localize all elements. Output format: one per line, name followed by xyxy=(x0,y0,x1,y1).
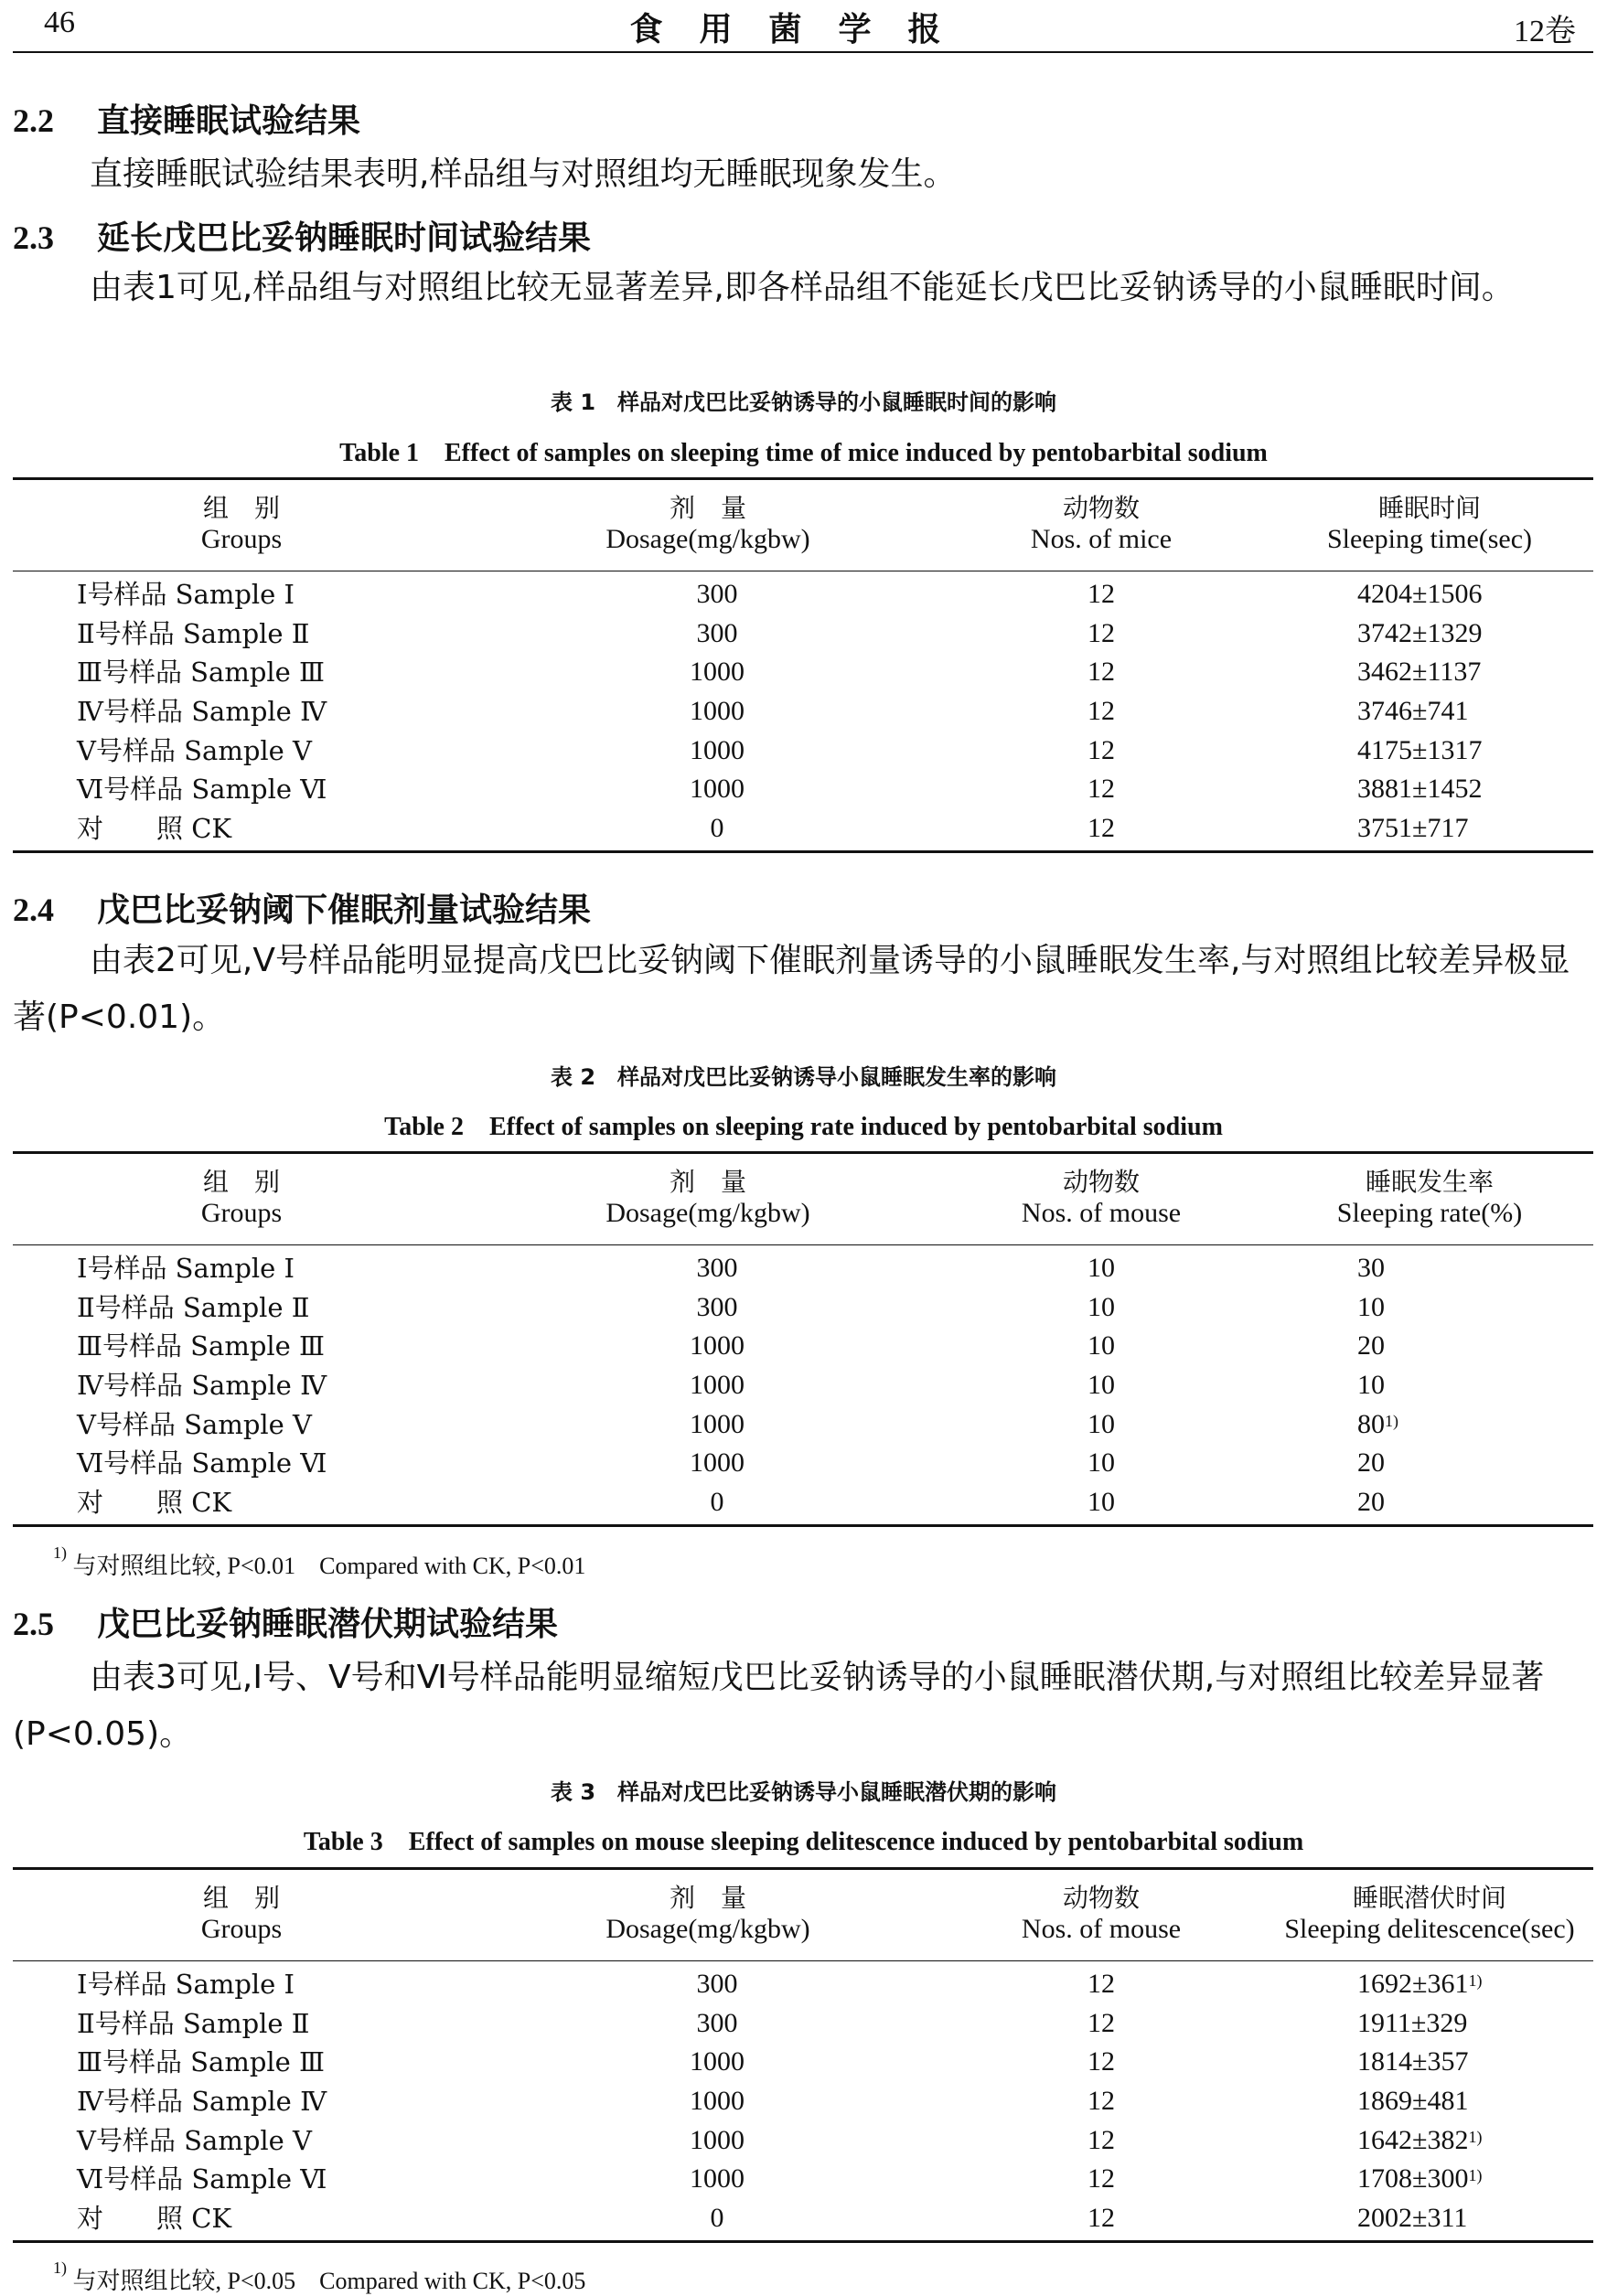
cell-value-text: 4204±1506 xyxy=(1357,579,1483,609)
cell-value-text: 10 xyxy=(1357,1370,1385,1401)
cell-value-text: 80 xyxy=(1357,1408,1385,1439)
cell-group: Ⅳ号样品 Sample Ⅳ xyxy=(77,2086,327,2118)
cell-dosage: 1000 xyxy=(690,1370,745,1401)
table-row xyxy=(13,2043,1593,2082)
table-row xyxy=(13,770,1593,809)
cell-dosage: 300 xyxy=(696,1291,738,1322)
table-1 xyxy=(13,477,1593,853)
cell-animal-count: 12 xyxy=(1087,2007,1115,2038)
cell-animal-count: 12 xyxy=(1087,617,1115,648)
table-row xyxy=(13,2121,1593,2161)
cell-group: Ⅴ号样品 Sample Ⅴ xyxy=(77,1408,312,1440)
table-3-footnote xyxy=(53,2259,586,2296)
cell-value-text: 3881±1452 xyxy=(1357,774,1483,805)
section-number: 2.2 xyxy=(13,102,54,139)
cell-value xyxy=(1357,1327,1385,1365)
cell-value-text: 1708±300 xyxy=(1357,2163,1469,2195)
column-header-en: Sleeping rate(%) xyxy=(1336,1198,1523,1228)
section-2-4-heading xyxy=(13,884,591,931)
cell-dosage: 300 xyxy=(696,579,738,609)
cell-value-text: 4175±1317 xyxy=(1357,734,1483,765)
table-row xyxy=(13,614,1593,654)
cell-animal-count: 12 xyxy=(1087,2124,1115,2155)
section-2-3-paragraph: 由表1可见,样品组与对照组比较无显著差异,即各样品组不能延长戊巴比妥钠诱导的小鼠睡眠时间。 xyxy=(90,269,1515,306)
cell-dosage: 1000 xyxy=(690,1447,745,1479)
table-row xyxy=(13,2199,1593,2238)
table-row xyxy=(13,2004,1593,2044)
column-header xyxy=(13,1167,470,1229)
column-header-en: Sleeping delitescence(sec) xyxy=(1284,1914,1575,1944)
table-3 xyxy=(13,1867,1593,2243)
column-header-cn: 剂 量 xyxy=(669,1167,746,1197)
table-row xyxy=(13,1366,1593,1405)
page-number: 46 xyxy=(44,5,75,39)
table-row xyxy=(13,1327,1593,1366)
section-2-2-heading xyxy=(13,95,360,142)
cell-value-text: 1642±382 xyxy=(1357,2124,1469,2155)
cell-dosage: 0 xyxy=(710,1487,724,1518)
table-3-caption-cn: 表 3 样品对戊巴比妥钠诱导小鼠睡眠潜伏期的影响 xyxy=(550,1779,1057,1805)
section-2-2-paragraph: 直接睡眠试验结果表明,样品组与对照组均无睡眠现象发生。 xyxy=(90,155,957,193)
column-header xyxy=(498,493,918,555)
section-2-5-paragraph: 由表3可见,Ⅰ号、Ⅴ号和Ⅵ号样品能明显缩短戊巴比妥钠诱导的小鼠睡眠潜伏期,与对照组比较差异显著 (P<0.05)。 xyxy=(13,1659,1545,1753)
cell-dosage: 300 xyxy=(696,2007,738,2038)
cell-animal-count: 10 xyxy=(1087,1330,1115,1362)
cell-animal-count: 12 xyxy=(1087,657,1115,688)
cell-group: Ⅳ号样品 Sample Ⅳ xyxy=(77,1370,327,1402)
cell-value-text: 3746±741 xyxy=(1357,696,1469,727)
significance-marker: 1) xyxy=(1385,1411,1398,1430)
cell-value xyxy=(1357,1965,1482,2003)
table-body xyxy=(13,1245,1593,1524)
cell-value xyxy=(1357,2121,1482,2160)
table-2-caption-en: Table 2 Effect of samples on sleeping rate induced by pentobarbital sodium xyxy=(384,1113,1223,1141)
table-header-row xyxy=(13,1154,1593,1245)
section-2-3-heading xyxy=(13,212,591,259)
cell-group: Ⅲ号样品 Sample Ⅲ xyxy=(77,1330,326,1362)
column-header-cn: 睡眠发生率 xyxy=(1365,1167,1494,1197)
column-header xyxy=(13,1883,470,1945)
column-header-cn: 动物数 xyxy=(1062,1883,1140,1913)
footnote-marker: 1) xyxy=(53,2259,67,2277)
cell-animal-count: 10 xyxy=(1087,1253,1115,1283)
cell-dosage: 1000 xyxy=(690,734,745,765)
cell-value xyxy=(1357,575,1482,614)
table-2 xyxy=(13,1151,1593,1527)
column-header xyxy=(927,1883,1275,1945)
column-header-cn: 睡眠时间 xyxy=(1377,493,1481,523)
table-row xyxy=(13,1483,1593,1522)
table-row xyxy=(13,809,1593,849)
table-2-caption-cn: 表 2 样品对戊巴比妥钠诱导小鼠睡眠发生率的影响 xyxy=(550,1064,1057,1090)
cell-value xyxy=(1357,2082,1468,2120)
cell-animal-count: 12 xyxy=(1087,2086,1115,2117)
cell-value xyxy=(1357,2004,1467,2043)
column-header-cn: 组 别 xyxy=(202,1167,280,1197)
column-header-en: Groups xyxy=(200,1198,283,1228)
cell-group: 对 照 CK xyxy=(77,2203,232,2235)
column-header-en: Groups xyxy=(200,524,283,554)
section-number: 2.4 xyxy=(13,892,54,928)
cell-value-text: 3751±717 xyxy=(1357,813,1469,844)
cell-value-text: 3742±1329 xyxy=(1357,617,1483,648)
column-header-en: Dosage(mg/kgbw) xyxy=(605,1914,810,1944)
cell-animal-count: 10 xyxy=(1087,1447,1115,1479)
cell-group: Ⅱ号样品 Sample Ⅱ xyxy=(77,617,310,649)
cell-animal-count: 12 xyxy=(1087,813,1115,844)
column-header-cn: 动物数 xyxy=(1062,1167,1140,1197)
cell-dosage: 1000 xyxy=(690,696,745,727)
table-row xyxy=(13,2082,1593,2121)
cell-value xyxy=(1357,1444,1385,1482)
column-header xyxy=(498,1883,918,1945)
table-row xyxy=(13,1444,1593,1483)
cell-group: Ⅰ号样品 Sample Ⅰ xyxy=(77,1253,295,1284)
column-header-en: Dosage(mg/kgbw) xyxy=(605,1198,810,1228)
cell-animal-count: 12 xyxy=(1087,2163,1115,2195)
table-row xyxy=(13,2160,1593,2199)
cell-group: 对 照 CK xyxy=(77,813,232,845)
table-header-row xyxy=(13,1870,1593,1961)
cell-dosage: 1000 xyxy=(690,774,745,805)
cell-dosage: 1000 xyxy=(690,2163,745,2195)
column-header xyxy=(1266,493,1593,555)
cell-group: Ⅴ号样品 Sample Ⅴ xyxy=(77,734,312,766)
column-header-cn: 组 别 xyxy=(202,493,280,523)
cell-animal-count: 12 xyxy=(1087,2203,1115,2234)
significance-marker: 1) xyxy=(1468,1971,1483,1990)
cell-group: Ⅰ号样品 Sample Ⅰ xyxy=(77,1969,295,2000)
column-header-cn: 睡眠潜伏时间 xyxy=(1352,1883,1506,1913)
cell-value-text: 1869±481 xyxy=(1357,2086,1469,2117)
table-2-footnote xyxy=(53,1543,586,1581)
section-number: 2.5 xyxy=(13,1606,54,1642)
table-1-caption-en: Table 1 Effect of samples on sleeping time of mice induced by pentobarbital sodium xyxy=(339,439,1268,467)
table-body xyxy=(13,571,1593,850)
section-title: 延长戊巴比妥钠睡眠时间试验结果 xyxy=(97,219,592,257)
cell-group: Ⅴ号样品 Sample Ⅴ xyxy=(77,2124,312,2156)
cell-value-text: 2002±311 xyxy=(1357,2203,1468,2234)
cell-value-text: 20 xyxy=(1357,1330,1385,1362)
cell-group: Ⅵ号样品 Sample Ⅵ xyxy=(77,774,327,806)
cell-animal-count: 12 xyxy=(1087,696,1115,727)
cell-dosage: 300 xyxy=(696,1969,738,1999)
table-row xyxy=(13,692,1593,732)
column-header-en: Nos. of mice xyxy=(1030,524,1173,554)
cell-group: Ⅱ号样品 Sample Ⅱ xyxy=(77,1291,310,1323)
column-header xyxy=(927,493,1275,555)
column-header-cn: 组 别 xyxy=(202,1883,280,1913)
table-body xyxy=(13,1961,1593,2240)
table-row xyxy=(13,653,1593,692)
cell-dosage: 1000 xyxy=(690,2086,745,2117)
column-header-cn: 剂 量 xyxy=(669,1883,746,1913)
section-title: 戊巴比妥钠睡眠潜伏期试验结果 xyxy=(97,1606,559,1643)
footnote-text: 与对照组比较, P<0.05 Compared with CK, P<0.05 xyxy=(72,2268,586,2294)
table-row xyxy=(13,1249,1593,1288)
cell-value xyxy=(1357,1366,1385,1404)
column-header-en: Groups xyxy=(200,1914,283,1944)
cell-dosage: 300 xyxy=(696,617,738,648)
cell-animal-count: 12 xyxy=(1087,579,1115,609)
cell-value-text: 1692±361 xyxy=(1357,1969,1469,1999)
table-3-caption-en: Table 3 Effect of samples on mouse sleeping delitescence induced by pentobarbital sodium xyxy=(303,1828,1304,1856)
cell-group: Ⅳ号样品 Sample Ⅳ xyxy=(77,696,327,728)
cell-value xyxy=(1357,2160,1482,2198)
cell-value xyxy=(1357,1288,1385,1327)
cell-value xyxy=(1357,732,1482,770)
cell-dosage: 1000 xyxy=(690,1330,745,1362)
column-header xyxy=(498,1167,918,1229)
cell-group: Ⅲ号样品 Sample Ⅲ xyxy=(77,2046,326,2078)
table-row xyxy=(13,575,1593,614)
cell-dosage: 300 xyxy=(696,1253,738,1283)
column-header-en: Sleeping time(sec) xyxy=(1326,524,1533,554)
table-row xyxy=(13,732,1593,771)
cell-value xyxy=(1357,1483,1385,1522)
column-header-en: Nos. of mouse xyxy=(1021,1198,1182,1228)
cell-value xyxy=(1357,1405,1398,1444)
cell-group: 对 照 CK xyxy=(77,1487,232,1519)
column-header-cn: 动物数 xyxy=(1062,493,1140,523)
table-row xyxy=(13,1405,1593,1445)
volume-label: 12卷 xyxy=(1514,15,1576,48)
significance-marker: 1) xyxy=(1468,2166,1483,2185)
cell-dosage: 1000 xyxy=(690,2046,745,2077)
cell-animal-count: 12 xyxy=(1087,774,1115,805)
cell-group: Ⅵ号样品 Sample Ⅵ xyxy=(77,2163,327,2195)
significance-marker: 1) xyxy=(1468,2127,1483,2146)
cell-dosage: 1000 xyxy=(690,2124,745,2155)
column-header xyxy=(13,493,470,555)
cell-animal-count: 12 xyxy=(1087,734,1115,765)
table-header-row xyxy=(13,480,1593,571)
cell-animal-count: 10 xyxy=(1087,1487,1115,1518)
cell-group: Ⅱ号样品 Sample Ⅱ xyxy=(77,2007,310,2039)
section-2-4-paragraph: 由表2可见,Ⅴ号样品能明显提高戊巴比妥钠阈下催眠剂量诱导的小鼠睡眠发生率,与对照组比较差异极显著(P<0.01)。 xyxy=(13,942,1570,1036)
header-rule xyxy=(13,51,1593,53)
table-1-caption-cn: 表 1 样品对戊巴比妥钠诱导的小鼠睡眠时间的影响 xyxy=(550,390,1057,415)
cell-value-text: 3462±1137 xyxy=(1357,657,1482,688)
cell-group: Ⅵ号样品 Sample Ⅵ xyxy=(77,1447,327,1479)
cell-value xyxy=(1357,653,1481,691)
cell-dosage: 0 xyxy=(710,2203,724,2234)
journal-title: 食用菌学报 xyxy=(629,11,978,48)
cell-value xyxy=(1357,2043,1468,2081)
cell-value xyxy=(1357,2199,1467,2237)
cell-animal-count: 10 xyxy=(1087,1408,1115,1439)
column-header xyxy=(927,1167,1275,1229)
table-row xyxy=(13,1288,1593,1328)
cell-animal-count: 10 xyxy=(1087,1291,1115,1322)
cell-value-text: 20 xyxy=(1357,1487,1385,1518)
cell-value-text: 1814±357 xyxy=(1357,2046,1469,2077)
cell-value-text: 10 xyxy=(1357,1291,1385,1322)
cell-group: Ⅲ号样品 Sample Ⅲ xyxy=(77,657,326,689)
cell-animal-count: 12 xyxy=(1087,1969,1115,1999)
cell-value xyxy=(1357,809,1468,848)
column-header xyxy=(1266,1883,1593,1945)
footnote-text: 与对照组比较, P<0.01 Compared with CK, P<0.01 xyxy=(72,1553,586,1579)
cell-value xyxy=(1357,1249,1385,1287)
section-number: 2.3 xyxy=(13,219,54,256)
cell-value xyxy=(1357,770,1482,808)
cell-dosage: 1000 xyxy=(690,1408,745,1439)
column-header-en: Nos. of mouse xyxy=(1021,1914,1182,1944)
section-2-5-heading xyxy=(13,1598,558,1645)
cell-value xyxy=(1357,614,1482,653)
footnote-marker: 1) xyxy=(53,1543,67,1562)
section-title: 直接睡眠试验结果 xyxy=(97,102,361,140)
section-title: 戊巴比妥钠阈下催眠剂量试验结果 xyxy=(97,892,592,929)
table-row xyxy=(13,1965,1593,2004)
cell-animal-count: 12 xyxy=(1087,2046,1115,2077)
cell-value-text: 30 xyxy=(1357,1253,1385,1283)
cell-dosage: 0 xyxy=(710,813,724,844)
column-header xyxy=(1266,1167,1593,1229)
cell-value-text: 20 xyxy=(1357,1447,1385,1479)
column-header-cn: 剂 量 xyxy=(669,493,746,523)
cell-dosage: 1000 xyxy=(690,657,745,688)
cell-value-text: 1911±329 xyxy=(1357,2007,1468,2038)
cell-value xyxy=(1357,692,1468,731)
cell-animal-count: 10 xyxy=(1087,1370,1115,1401)
cell-group: Ⅰ号样品 Sample Ⅰ xyxy=(77,579,295,610)
column-header-en: Dosage(mg/kgbw) xyxy=(605,524,810,554)
